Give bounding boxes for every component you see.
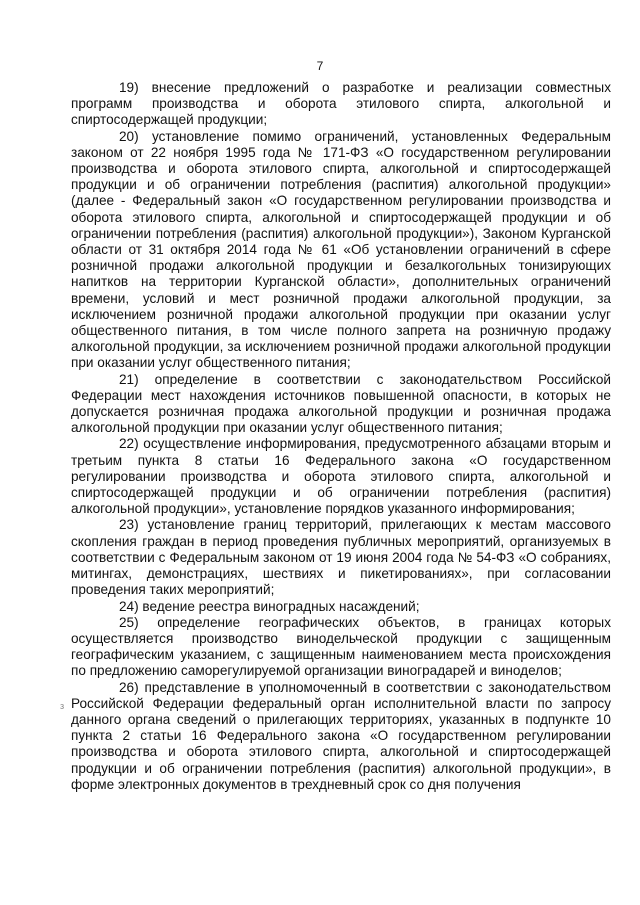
- paragraph-item-23: 23) установление границ территорий, прилегающих к местам массового скопления граждан в период проведения публичных мероприятий, организуемых в соответствии с Федеральным законом от 19 июня 2004 года № 54-ФЗ «О собраниях, митингах, демонстрациях, шествиях и пикетированиях», при согласовании проведения таких мероприятий;: [71, 517, 611, 598]
- paragraph-item-25: 25) определение географических объектов, в границах которых осуществляется производство винодельческой продукции с защищенным географическим указанием, с защищенным наименованием места происхождения по предложению саморегулируемой организации виноградарей и виноделов;: [71, 614, 611, 679]
- paragraph-item-26: 26) представление в уполномоченный в соответствии с законодательством Российской Федерации федеральный орган исполнительной власти по запросу данного органа сведений о прилегающих территориях, указанных в подпункте 10 пункта 2 статьи 16 Федерального закона «О государственном регулировании производства и оборота этилового спирта, алкогольной и спиртосодержащей продукции и об ограничении потребления (распития) алкогольной продукции», в форме электронных документов в трехдневный срок со дня получения: [71, 679, 611, 792]
- paragraph-item-20: 20) установление помимо ограничений, установленных Федеральным законом от 22 ноября 1995 года № 171-ФЗ «О государственном регулировании производства и оборота этилового спирта, алкогольной и спиртосодержащей продукции и об ограничении потребления (распития) алкогольной продукции» (далее - Федеральный закон «О государственном регулировании производства и оборота этилового спирта, алкогольной и спиртосодержащей продукции и об ограничении потребления (распития) алкогольной продукции»), Законом Курганской области от 31 октября 2014 года № 61 «Об установлении ограничений в сфере розничной продажи алкогольной продукции и безалкогольных тонизирующих напитков на территории Курганской области», дополнительных ограничений времени, условий и мест розничной продажи алкогольной продукции, за исключением розничной продажи алкогольной продукции при оказании услуг общественного питания, в том числе полного запрета на розничную продажу алкогольной продукции, за исключением розничной продажи алкогольной продукции при оказании услуг общественного питания;: [71, 128, 611, 371]
- page-number: 7: [316, 59, 324, 73]
- document-body: [71, 80, 611, 793]
- margin-mark: з: [60, 701, 65, 711]
- paragraph-item-19: 19) внесение предложений о разработке и реализации совместных программ производства и оборота этилового спирта, алкогольной и спиртосодержащей продукции;: [71, 80, 611, 128]
- paragraph-item-24: 24) ведение реестра виноградных насаждений;: [119, 598, 420, 614]
- paragraph-item-21: 21) определение в соответствии с законодательством Российской Федерации мест нахождения источников повышенной опасности, в которых не допускается розничная продажа алкогольной продукции и розничная продажа алкогольной продукции при оказании услуг общественного питания;: [71, 371, 611, 436]
- paragraph-item-22: 22) осуществление информирования, предусмотренного абзацами вторым и третьим пункта 8 статьи 16 Федерального закона «О государственном регулировании производства и оборота этилового спирта, алкогольной и спиртосодержащей продукции и об ограничении потребления (распития) алкогольной продукции», установление порядков указанного информирования;: [71, 436, 611, 517]
